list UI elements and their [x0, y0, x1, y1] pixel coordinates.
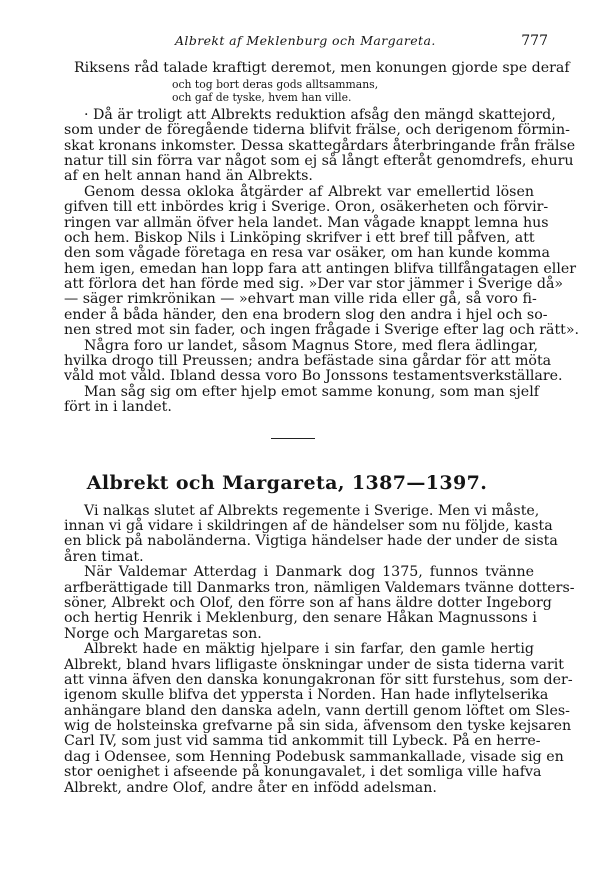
text-line: ringen var allmän öfver hela landet. Man vågade knappt lemna hus: [64, 214, 549, 231]
text-line: — säger rimkrönikan — »ehvart man ville rida eller gå, så voro fi-: [64, 291, 537, 308]
text-line: som under de föregående tiderna blifvit frälse, och derigenom förmin-: [64, 122, 570, 139]
text-fragment: Några foro ur landet, såsom Magnus Store, med flera ädlingar,: [84, 337, 538, 354]
text-line: Vi nalkas slutet af Albrekts regemente i Sverige. Men vi måste,: [84, 502, 540, 519]
text-line: nen stred mot sin fader, och ingen frågade i Sverige efter lag och rätt».: [64, 322, 580, 339]
text-line: gifven till ett inbördes krig i Sverige. Oron, osäkerheten och förvir-: [64, 199, 549, 216]
text-line: och hertig Henrik i Meklenburg, den senare Håkan Magnussons i: [64, 610, 537, 627]
section-title: Albrekt och Margareta, 1387—1397.: [86, 471, 488, 494]
text-line: arfberättigade till Danmarks tron, nämligen Valdemars tvänne dotters-: [64, 579, 575, 596]
verse-quote: [64, 79, 534, 103]
text-line: natur till sin förra var något som ej så långt efteråt genomdrefs, ehuru: [64, 152, 574, 169]
page-body: [64, 60, 580, 796]
text-line: hem igen, emedan han lopp fara att antingen blifva tillfångatagen eller: [64, 260, 577, 277]
text-line: af en helt annan hand än Albrekts.: [64, 168, 313, 185]
text-line: dag i Odensee, som Henning Podebusk sammankallade, visade sig en: [64, 748, 564, 765]
text-line: [64, 337, 538, 354]
text-line: anhängare bland den danska adeln, vann dertill genom löftet om Sles-: [64, 702, 570, 719]
paragraph: [64, 502, 558, 566]
text-line: och hem. Biskop Nils i Linköping skrifver i ett bref till påfven, att: [64, 229, 535, 246]
text-line: Albrekt hade en mäktig hjelpare i sin farfar, den gamle hertig: [84, 641, 534, 658]
text-line: fört in i landet.: [64, 399, 172, 416]
paragraph: [64, 564, 575, 642]
intro-line: Riksens råd talade kraftigt deremot, men konungen gjorde spe deraf: [74, 60, 570, 76]
paragraph: [64, 106, 576, 185]
text-line: våld mot våld. Ibland dessa voro Bo Jonssons testamentsverkställare.: [64, 368, 563, 385]
text-line: Man såg sig om efter hjelp emot samme konung, som man sjelf: [84, 383, 539, 400]
text-line: Genom dessa okloka åtgärder af Albrekt var emellertid lösen: [84, 183, 534, 200]
text-line: att vinna äfven den danska konungakronan för sitt furstehus, som der-: [64, 671, 573, 688]
text-line: åren timat.: [64, 548, 144, 565]
text-line: Carl IV, som just vid samma tid ankommit till Lybeck. På en herre-: [64, 733, 541, 750]
paragraph: [64, 383, 539, 416]
text-line: stor oenighet i afseende på konungavalet, i det somliga ville hafva: [64, 764, 542, 781]
page-header: [60, 33, 548, 55]
section-divider: [271, 438, 315, 439]
text-line: När Valdemar Atterdag i Danmark dog 1375, funnos tvänne: [84, 564, 534, 581]
text-line: ender å båda händer, den ena brodern slog den andra i hjel och so-: [64, 306, 548, 323]
running-title: Albrekt af Meklenburg och Margareta.: [175, 33, 436, 48]
text-line: innan vi gå vidare i skildringen af de händelser som nu följde, kasta: [64, 518, 553, 534]
paragraph: [64, 337, 563, 385]
paragraph: [64, 183, 580, 339]
text-line: wig de holsteinska grefvarne på sin sida, äfvensom den tyske kejsaren: [64, 718, 572, 735]
text-line: Albrekt, andre Olof, andre åter en infödd adelsman.: [64, 779, 437, 796]
text-line: söner, Albrekt och Olof, den förre son af hans äldre dotter Ingeborg: [64, 594, 552, 611]
verse-line: och gaf de tyske, hvem han ville.: [172, 90, 352, 104]
paragraph: [64, 641, 573, 796]
text-line: Norge och Margaretas son.: [64, 625, 262, 642]
text-line: · Då är troligt att Albrekts reduktion afsåg den mängd skattejord,: [84, 106, 556, 123]
text-line: att förlora det han förde med sig. »Der var stor jämmer i Sverige då»: [64, 276, 564, 293]
text-line: skat kronans inkomster. Dessa skattegårdars återbringande från frälse: [64, 137, 576, 154]
text-line: den som vågade företaga en resa var osäker, om han kunde komma: [64, 245, 550, 262]
page-number: 777: [521, 33, 548, 49]
text-line: hvilka drogo till Preussen; andra befästade sina gårdar för att möta: [64, 353, 552, 370]
text-line: en blick på naboländerna. Vigtiga händelser hade der under de sista: [64, 533, 558, 550]
text-line: Albrekt, bland hvars lifligaste önskningar under de sista tiderna varit: [64, 656, 564, 673]
text-line: igenom skulle blifva det yppersta i Norden. Han hade inflytelserika: [64, 687, 549, 704]
verse-line: och tog bort deras gods alltsammans,: [172, 78, 379, 92]
